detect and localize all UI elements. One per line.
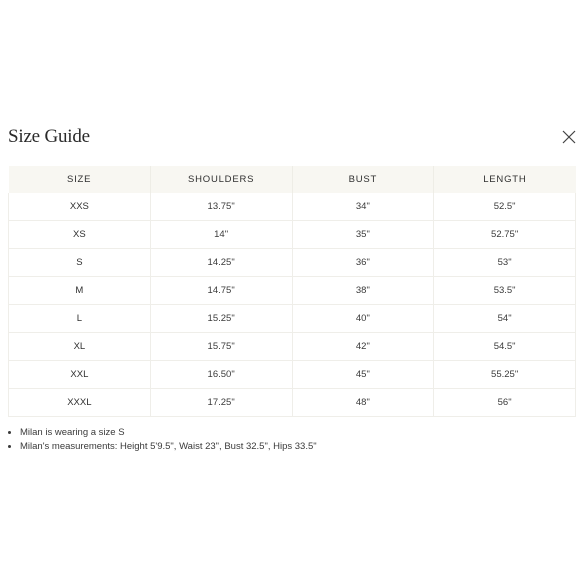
cell-length: 52.5" [434, 193, 576, 221]
cell-shoulders: 14.75" [150, 277, 292, 305]
table-row [9, 333, 576, 361]
table-row [9, 361, 576, 389]
cell-length: 55.25" [434, 361, 576, 389]
size-table [8, 166, 576, 417]
cell-size: XS [9, 221, 151, 249]
cell-bust: 40" [292, 305, 434, 333]
cell-size: M [9, 277, 151, 305]
column-header-size: SIZE [9, 166, 151, 193]
cell-bust: 42" [292, 333, 434, 361]
table-row [9, 305, 576, 333]
cell-shoulders: 14" [150, 221, 292, 249]
cell-length: 53.5" [434, 277, 576, 305]
cell-size: L [9, 305, 151, 333]
cell-length: 53" [434, 249, 576, 277]
cell-bust: 35" [292, 221, 434, 249]
cell-size: XXL [9, 361, 151, 389]
cell-length: 54" [434, 305, 576, 333]
cell-length: 56" [434, 389, 576, 417]
close-button[interactable] [560, 128, 578, 146]
cell-size: S [9, 249, 151, 277]
column-header-shoulders: SHOULDERS [150, 166, 292, 193]
column-header-bust: BUST [292, 166, 434, 193]
table-row [9, 221, 576, 249]
table-row [9, 277, 576, 305]
close-icon [560, 128, 578, 146]
cell-shoulders: 14.25" [150, 249, 292, 277]
table-header-row [9, 166, 576, 193]
table-row [9, 193, 576, 221]
cell-shoulders: 15.25" [150, 305, 292, 333]
cell-size: XXXL [9, 389, 151, 417]
cell-shoulders: 13.75" [150, 193, 292, 221]
column-header-length: LENGTH [483, 174, 527, 185]
cell-length: 52.75" [434, 221, 576, 249]
model-notes [8, 426, 317, 454]
cell-size: XXS [9, 193, 151, 221]
cell-bust: 48" [292, 389, 434, 417]
cell-shoulders: 17.25" [150, 389, 292, 417]
cell-bust: 38" [292, 277, 434, 305]
page-title: Size Guide [8, 126, 90, 147]
cell-size: XL [9, 333, 151, 361]
cell-bust: 36" [292, 249, 434, 277]
table-row [9, 389, 576, 417]
cell-bust: 45" [292, 361, 434, 389]
cell-shoulders: 16.50" [150, 361, 292, 389]
cell-bust: 34" [292, 193, 434, 221]
cell-shoulders: 15.75" [150, 333, 292, 361]
note-item: • Milan is wearing a size S [20, 426, 317, 440]
table-row [9, 249, 576, 277]
cell-length: 54.5" [434, 333, 576, 361]
note-item: • Milan's measurements: Height 5'9.5", Waist 23", Bust 32.5", Hips 33.5" [20, 440, 317, 454]
